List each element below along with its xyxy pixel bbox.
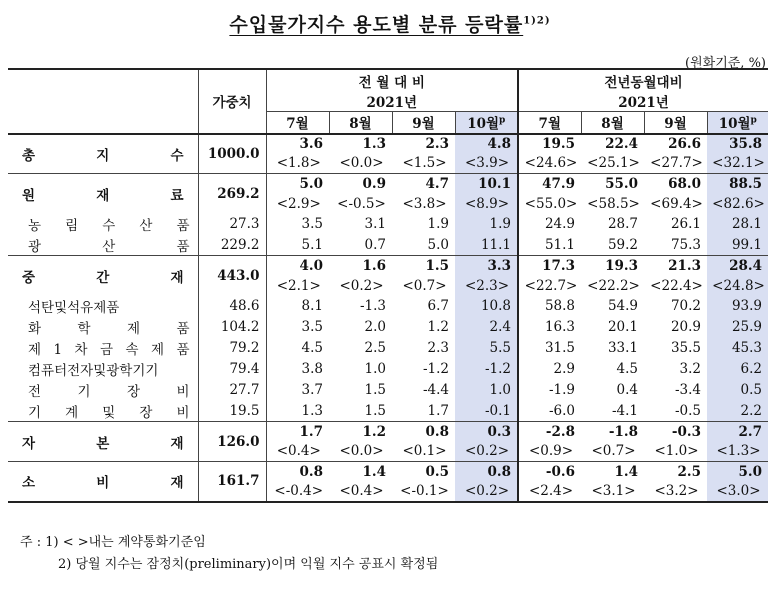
row-weight: 1000.0 (198, 134, 266, 174)
contract-currency-value: <2.1> (276, 277, 321, 294)
rate-value: 3.7 (301, 382, 323, 398)
rate-value: -1.8 (608, 423, 639, 440)
contract-currency-value: <0.1> (402, 443, 447, 460)
rate-value: 17.3 (542, 257, 576, 274)
row-label: 중 간 재 (8, 256, 198, 296)
contract-currency-value: <3.2> (654, 483, 699, 499)
rate-value: 3.2 (679, 361, 702, 377)
row-weight: 104.2 (198, 317, 266, 338)
footnotes: 주 : 1) < >내는 계약통화기준임 2) 당월 지수는 잠정치(preliminary)이며 익월 지수 공표시 확정됨 (20, 535, 439, 572)
rate-value: 22.4 (605, 136, 639, 152)
contract-currency-value: <1.5> (402, 155, 447, 172)
rate-value: 6.2 (707, 359, 768, 380)
contract-currency-value: <3.1> (591, 483, 636, 499)
contract-currency-value: <3.9> (455, 154, 518, 174)
rate-value: 2.5 (677, 463, 702, 480)
rate-value: 4.0 (299, 257, 323, 274)
contract-currency-value: <0.2> (339, 277, 384, 294)
rate-value: 16.3 (544, 319, 576, 335)
contract-currency-value: <2.3> (455, 276, 518, 296)
month-header: 8월 (581, 112, 644, 134)
rate-value: 3.1 (364, 216, 386, 232)
yoy-year: 2021년 (618, 95, 669, 111)
table-row (8, 317, 768, 338)
table-row (8, 359, 768, 380)
table-row (8, 174, 768, 194)
table-row (8, 235, 768, 256)
rate-value: 11.1 (455, 235, 518, 256)
rate-value: 3.5 (301, 319, 323, 335)
row-weight: 27.7 (198, 380, 266, 401)
rate-value: -1.3 (359, 298, 386, 314)
rate-value: 31.5 (544, 340, 576, 356)
row-weight: 126.0 (198, 422, 266, 462)
rate-value: 33.1 (607, 340, 639, 356)
table-row (8, 422, 768, 442)
row-weight: 269.2 (198, 174, 266, 214)
row-weight: 161.7 (198, 462, 266, 502)
row-weight: 229.2 (198, 235, 266, 256)
rate-value: -3.4 (674, 382, 702, 398)
row-label: 자 본 재 (8, 422, 198, 462)
rate-value: -4.4 (422, 382, 449, 398)
table-row (8, 401, 768, 422)
rate-value: 1.9 (427, 216, 449, 232)
rate-value: 6.7 (427, 298, 449, 314)
row-weight: 48.6 (198, 296, 266, 317)
table-row (8, 296, 768, 317)
rate-value: 1.0 (364, 361, 386, 377)
rate-value: 5.1 (301, 236, 323, 253)
month-header: 7월 (518, 112, 581, 134)
contract-currency-value: <2.4> (528, 483, 574, 499)
rate-value: -1.9 (548, 382, 576, 398)
contract-currency-value: <55.0> (524, 195, 578, 212)
yoy-header: 전년동월대비 (604, 74, 683, 91)
rate-value: 21.3 (668, 257, 702, 274)
rate-value: 19.3 (605, 257, 639, 274)
rate-value: 20.9 (670, 319, 702, 335)
rate-value: 4.8 (455, 134, 518, 154)
rate-value: -1.2 (422, 361, 449, 377)
rate-value: 0.3 (455, 422, 518, 442)
rate-value: 1.3 (362, 136, 386, 152)
row-label: 전 기 장 비 (8, 380, 198, 401)
rate-value: 1.5 (425, 257, 449, 274)
rate-value: 8.1 (301, 298, 323, 314)
rate-value: 1.7 (299, 423, 323, 440)
contract-currency-value: <-0.5> (337, 195, 386, 212)
rate-value: 3.5 (301, 216, 323, 232)
mom-year: 2021년 (266, 91, 518, 112)
month-header: 10월$^p$ (455, 112, 518, 134)
rate-value: 5.0 (299, 175, 323, 192)
rate-value: 19.5 (542, 136, 576, 152)
row-weight: 19.5 (198, 401, 266, 422)
contract-currency-value: <0.2> (455, 482, 518, 502)
month-header: 10월$^p$ (707, 112, 768, 134)
month-header: 8월 (329, 112, 392, 134)
rate-value: 1.2 (362, 423, 386, 440)
rate-value: 93.9 (707, 296, 768, 317)
rate-value: 0.4 (616, 382, 639, 398)
rate-value: 35.5 (670, 340, 702, 356)
contract-currency-value: <0.4> (276, 443, 321, 460)
rate-value: -0.1 (455, 401, 518, 422)
table-row (8, 134, 768, 154)
rate-value: -4.1 (611, 402, 639, 419)
contract-currency-value: <1.0> (654, 443, 699, 460)
table-title: 수입물가지수 용도별 분류 등락률$^{1)2)}$ (229, 14, 551, 36)
rate-value: 54.9 (607, 298, 639, 314)
contract-currency-value: <58.5> (587, 195, 640, 212)
rate-value: 3.6 (299, 136, 323, 152)
rate-value: -6.0 (548, 402, 576, 419)
rate-value: -0.6 (545, 463, 576, 480)
contract-currency-value: <82.6> (707, 194, 768, 214)
rate-value: 1.5 (364, 402, 386, 419)
rate-value: 47.9 (542, 175, 576, 192)
rate-value: 2.9 (553, 361, 576, 377)
rate-value: 2.7 (707, 422, 768, 442)
rate-value: -0.5 (674, 402, 702, 419)
rate-value: 2.2 (707, 401, 768, 422)
row-label: 총 지 수 (8, 134, 198, 174)
rate-value: 0.5 (707, 380, 768, 401)
rate-value: 1.0 (455, 380, 518, 401)
row-weight: 443.0 (198, 256, 266, 296)
month-header: 9월 (644, 112, 707, 134)
rate-value: 28.1 (707, 214, 768, 235)
rate-value: 5.0 (427, 236, 449, 253)
contract-currency-value: <0.7> (402, 277, 447, 294)
row-weight: 27.3 (198, 214, 266, 235)
rate-value: 5.0 (707, 462, 768, 482)
rate-value: 28.4 (707, 256, 768, 276)
row-label: 화 학 제 품 (8, 317, 198, 338)
table-row (8, 214, 768, 235)
contract-currency-value: <22.7> (524, 277, 578, 294)
rate-value: 1.7 (427, 402, 449, 419)
contract-currency-value: <32.1> (707, 154, 768, 174)
contract-currency-value: <8.9> (455, 194, 518, 214)
contract-currency-value: <-0.4> (274, 483, 324, 499)
rate-value: 2.0 (364, 319, 386, 335)
rate-value: 5.5 (455, 338, 518, 359)
rate-value: 28.7 (607, 216, 639, 232)
rate-value: 2.3 (427, 340, 449, 356)
contract-currency-value: <0.0> (339, 443, 384, 460)
rate-value: 1.3 (301, 402, 323, 419)
rate-value: 0.9 (362, 175, 386, 192)
table-row (8, 256, 768, 276)
contract-currency-value: <2.9> (276, 195, 321, 212)
contract-currency-value: <0.7> (591, 443, 636, 460)
rate-value: 4.7 (425, 175, 449, 192)
rate-value: 2.3 (425, 136, 449, 152)
rate-value: 1.6 (362, 257, 386, 274)
contract-currency-value: <22.4> (650, 277, 703, 294)
rate-value: 55.0 (605, 175, 639, 192)
rate-value: 10.1 (455, 174, 518, 194)
rate-value: 2.4 (455, 317, 518, 338)
contract-currency-value: <3.8> (402, 195, 447, 212)
row-label: 광 산 품 (8, 235, 198, 256)
row-label: 농 림 수 산 품 (8, 214, 198, 235)
row-label: 석탄및석유제품 (8, 296, 198, 317)
rate-value: 0.8 (455, 462, 518, 482)
row-label: 컴퓨터전자및광학기기 (8, 359, 198, 380)
table-row (8, 462, 768, 482)
table-row (8, 338, 768, 359)
row-label: 기 계 및 장 비 (8, 401, 198, 422)
rate-value: 3.8 (301, 361, 323, 377)
row-weight: 79.2 (198, 338, 266, 359)
rate-value: 10.8 (455, 296, 518, 317)
contract-currency-value: <22.2> (587, 277, 640, 294)
contract-currency-value: <0.4> (339, 483, 384, 499)
rate-value: 45.3 (707, 338, 768, 359)
contract-currency-value: <69.4> (650, 195, 703, 212)
rate-value: 0.8 (299, 463, 323, 480)
row-label: 제 1 차 금 속 제 품 (8, 338, 198, 359)
rate-value: -1.2 (455, 359, 518, 380)
contract-currency-value: <0.9> (528, 443, 574, 460)
rate-value: 2.5 (364, 340, 386, 356)
row-label: 원 재 료 (8, 174, 198, 214)
rate-value: 0.8 (425, 423, 449, 440)
rate-value: 25.9 (707, 317, 768, 338)
rate-value: 24.9 (544, 216, 576, 232)
rate-value: 68.0 (668, 175, 702, 192)
rate-value: 1.5 (364, 382, 386, 398)
contract-currency-value: <24.6> (524, 155, 578, 172)
rate-value: 59.2 (607, 236, 639, 253)
contract-currency-value: <0.2> (455, 442, 518, 462)
rate-value: 99.1 (707, 235, 768, 256)
contract-currency-value: <24.8> (707, 276, 768, 296)
contract-currency-value: <25.1> (587, 155, 640, 172)
month-header: 9월 (392, 112, 455, 134)
rate-value: 1.4 (614, 463, 639, 480)
rate-value: -2.8 (545, 423, 576, 440)
row-weight: 79.4 (198, 359, 266, 380)
rate-value: 3.3 (455, 256, 518, 276)
rate-value: 26.1 (670, 216, 702, 232)
rate-value: 4.5 (616, 361, 639, 377)
rate-value: -0.3 (671, 423, 702, 440)
contract-currency-value: <0.0> (339, 155, 384, 172)
rate-value: 88.5 (707, 174, 768, 194)
contract-currency-value: <1.3> (707, 442, 768, 462)
price-index-table (8, 68, 768, 503)
rate-value: 51.1 (544, 236, 576, 253)
mom-header: 전 월 대 비 (266, 69, 518, 91)
contract-currency-value: <-0.1> (400, 483, 449, 499)
rate-value: 35.8 (707, 134, 768, 154)
unit-label: (원화기준, %) (685, 56, 766, 71)
weight-header: 가중치 (198, 69, 266, 134)
rate-value: 26.6 (668, 136, 702, 152)
month-header: 7월 (266, 112, 329, 134)
rate-value: 4.5 (301, 340, 323, 356)
rate-value: 58.8 (544, 298, 576, 314)
rate-value: 1.2 (427, 319, 449, 335)
rate-value: 20.1 (607, 319, 639, 335)
rate-value: 1.4 (362, 463, 386, 480)
row-label: 소 비 재 (8, 462, 198, 502)
rate-value: 75.3 (670, 236, 702, 253)
contract-currency-value: <3.0> (707, 482, 768, 502)
rate-value: 70.2 (670, 298, 702, 314)
contract-currency-value: <1.8> (276, 155, 321, 172)
rate-value: 0.7 (364, 236, 386, 253)
contract-currency-value: <27.7> (650, 155, 703, 172)
rate-value: 0.5 (425, 463, 449, 480)
table-row (8, 380, 768, 401)
rate-value: 1.9 (455, 214, 518, 235)
